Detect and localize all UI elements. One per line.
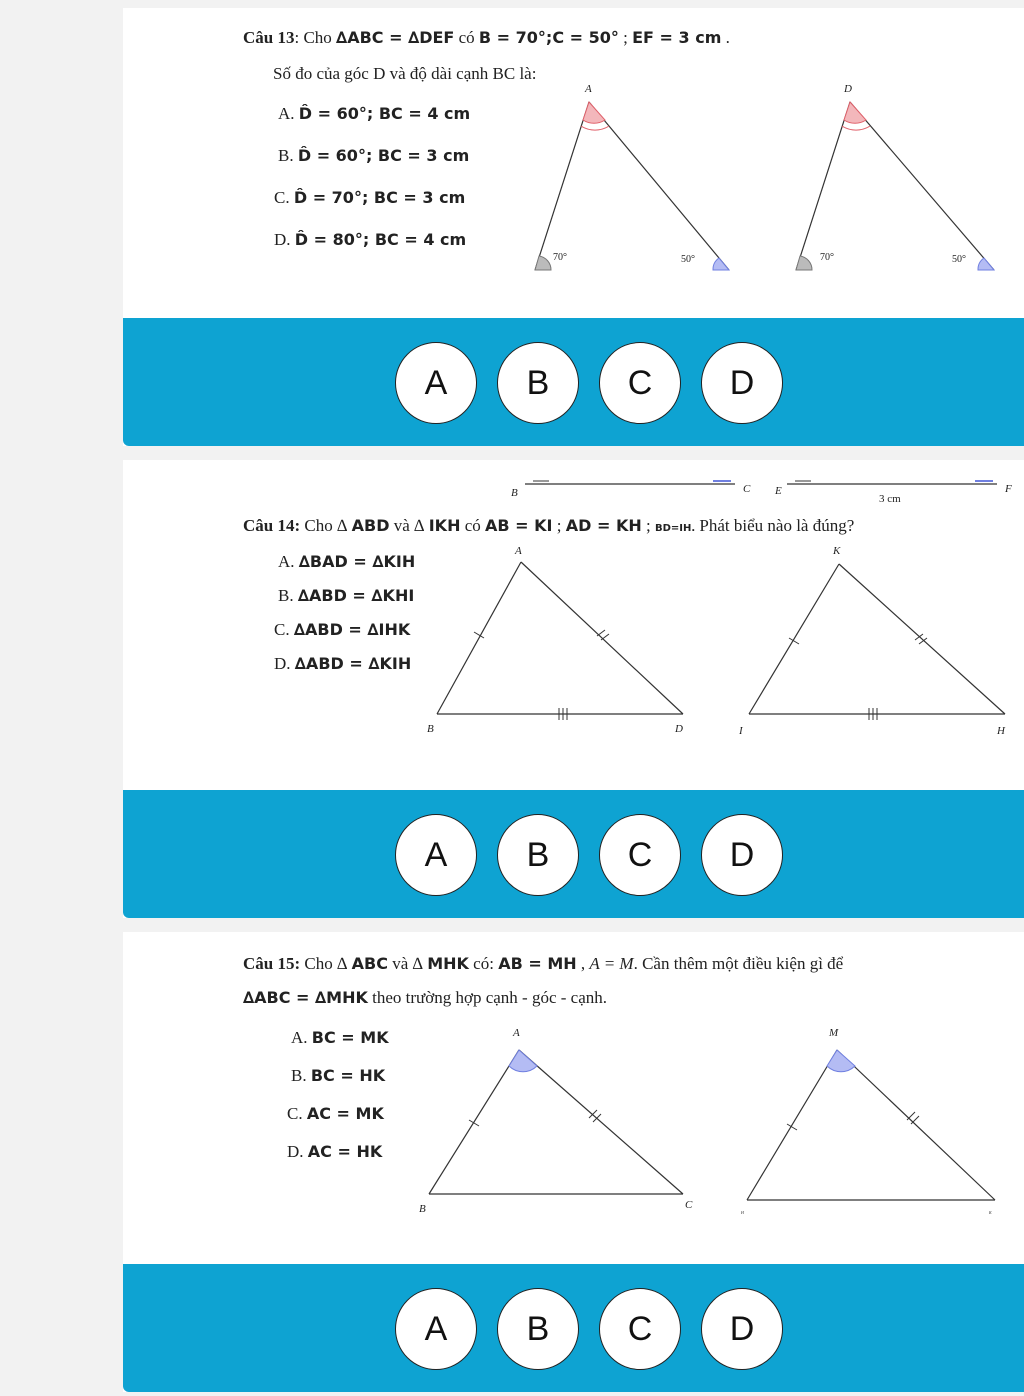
- q14-answer-b-button[interactable]: B: [497, 814, 579, 896]
- answer-band-15: [123, 1264, 1024, 1392]
- q14-answer-c-button[interactable]: C: [599, 814, 681, 896]
- q13-vertex-a: A: [585, 83, 592, 95]
- q15-answer-b-button[interactable]: B: [497, 1288, 579, 1370]
- q13-triangle-abc: [523, 80, 743, 280]
- q15-answer-c-button[interactable]: C: [599, 1288, 681, 1370]
- answer-band-14: [123, 790, 1024, 918]
- q15-option-c[interactable]: C. AC = MK: [287, 1104, 384, 1123]
- q13-question: Số đo của góc D và độ dài cạnh BC là:: [273, 64, 537, 83]
- q14-answer-d-button[interactable]: D: [701, 814, 783, 896]
- q14-vertex-d: D: [675, 723, 683, 735]
- q15-vertex-a: A: [513, 1027, 520, 1039]
- q13-stem: Câu 13: Cho ∆ABC = ∆DEF có B = 70°;C = 50° ; EF = 3 cm .: [243, 28, 730, 47]
- q15-option-d[interactable]: D. AC = HK: [287, 1142, 383, 1161]
- q14-option-c[interactable]: C. ∆ABD = ∆IHK: [274, 620, 411, 639]
- q14-vertex-h: H: [997, 725, 1005, 737]
- q14-seg-b: B: [511, 487, 518, 499]
- q13-answer-c-button[interactable]: C: [599, 342, 681, 424]
- q14-vertex-a: A: [515, 545, 522, 557]
- q15-label: Câu 15:: [243, 954, 301, 973]
- q14-seg-length: 3 cm: [879, 493, 901, 505]
- q14-segments: [503, 470, 1023, 520]
- q15-stem: Câu 15: Cho ∆ ABC và ∆ MHK có: AB = MH , A = M. Cần thêm một điều kiện gì để: [243, 954, 844, 973]
- q15-option-a[interactable]: A. BC = MK: [291, 1028, 389, 1047]
- q13-vertex-d: D: [844, 83, 852, 95]
- q15-vertex-k: K: [989, 1210, 992, 1215]
- q13-triangle-def: [788, 80, 1008, 280]
- q14-option-a[interactable]: A. ∆BAD = ∆KIH: [278, 552, 416, 571]
- q13-answer-b-button[interactable]: B: [497, 342, 579, 424]
- q14-triangle-ikh: [735, 546, 1024, 736]
- q14-label: Câu 14:: [243, 516, 301, 535]
- q14-seg-f: F: [1005, 483, 1012, 495]
- q13-option-b[interactable]: B. D̂ = 60°; BC = 3 cm: [278, 146, 470, 165]
- q13-option-d[interactable]: D. D̂ = 80°; BC = 4 cm: [274, 230, 467, 249]
- q13-angle-70b: 70°: [820, 252, 834, 263]
- question-card-14: [123, 460, 1024, 918]
- q13-answer-a-button[interactable]: A: [395, 342, 477, 424]
- q15-triangle-mhk: [731, 1024, 1024, 1224]
- q13-option-a[interactable]: A. D̂ = 60°; BC = 4 cm: [278, 104, 471, 123]
- q15-stem-line2: ∆ABC = ∆MHK theo trường hợp cạnh - góc - cạnh.: [243, 988, 608, 1007]
- q14-seg-e: E: [775, 485, 782, 497]
- q13-label: Câu 13: [243, 28, 295, 47]
- q14-stem: Câu 14: Cho ∆ ABD và ∆ IKH có AB = KI ; AD = KH ; BD=IH. Phát biểu nào là đúng?: [243, 516, 855, 535]
- q13-angle-50b: 50°: [952, 254, 966, 265]
- q15-vertex-c: C: [685, 1199, 693, 1211]
- question-card-13: [123, 8, 1024, 446]
- q14-vertex-b: B: [427, 723, 434, 735]
- q14-vertex-k: K: [833, 545, 841, 557]
- q15-answer-a-button[interactable]: A: [395, 1288, 477, 1370]
- q15-vertex-m: M: [829, 1027, 839, 1039]
- q14-answer-a-button[interactable]: A: [395, 814, 477, 896]
- q15-triangle-abc: [415, 1024, 715, 1224]
- q13-option-c[interactable]: C. D̂ = 70°; BC = 3 cm: [274, 188, 466, 207]
- q14-option-d[interactable]: D. ∆ABD = ∆KIH: [274, 654, 412, 673]
- answer-band-13: [123, 318, 1024, 446]
- q15-vertex-b: B: [419, 1203, 426, 1215]
- q13-angle-70: 70°: [553, 252, 567, 263]
- q14-seg-c: C: [743, 483, 751, 495]
- q15-answer-d-button[interactable]: D: [701, 1288, 783, 1370]
- q13-answer-d-button[interactable]: D: [701, 342, 783, 424]
- question-card-15: [123, 932, 1024, 1392]
- q15-option-b[interactable]: B. BC = HK: [291, 1066, 386, 1085]
- q13-angle-50: 50°: [681, 254, 695, 265]
- q14-vertex-i: I: [739, 725, 743, 737]
- q14-option-b[interactable]: B. ∆ABD = ∆KHI: [278, 586, 415, 605]
- q15-vertex-h: H: [741, 1210, 744, 1215]
- q14-triangle-abd: [419, 546, 719, 736]
